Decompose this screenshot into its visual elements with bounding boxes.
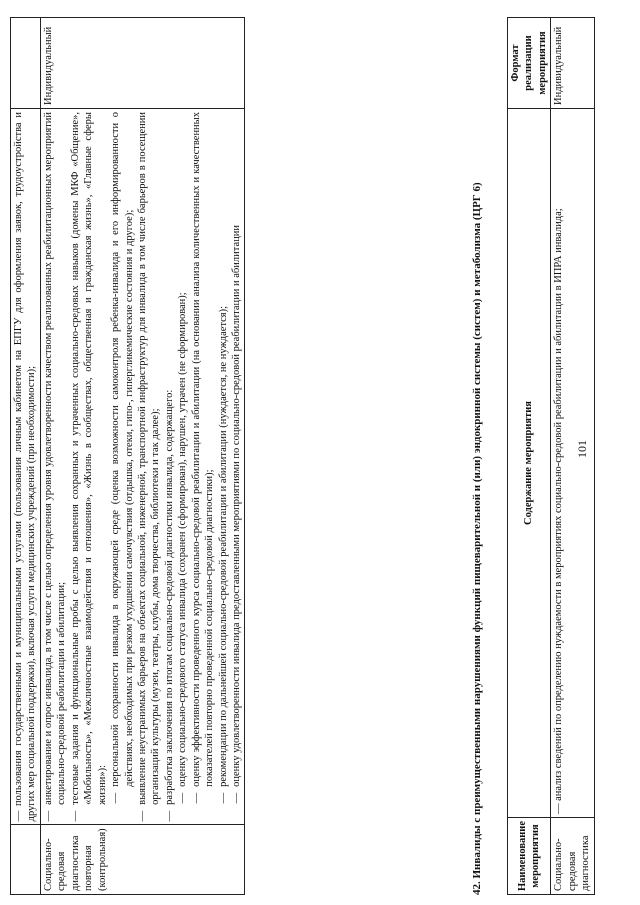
list-item-text: тестовые задания и функциональные пробы с целью выявления сохранных и утраченных социально-средовых навыков (домены МКФ «Общение», «Мобильность», «Межличностные взаимодействия и отношения», «Жизнь в сообществах, общественная и гражданская жизнь», «Главные сферы жизни»): bbox=[69, 112, 108, 805]
continued-text-cell bbox=[11, 109, 41, 825]
activity-content-cell bbox=[40, 109, 245, 825]
dash-marker: — bbox=[42, 810, 54, 822]
dash-marker: — bbox=[110, 792, 122, 804]
header-format: Формат реализации мероприятия bbox=[508, 18, 551, 109]
list-item bbox=[230, 112, 243, 803]
header-name: Наименование мероприятия bbox=[508, 818, 551, 895]
activity-format-cell: Индивидуальный bbox=[40, 18, 245, 109]
list-item-text: персональной сохранности инвалида в окружающей среде (оценка возможности самоконтроля ребенка-инвалида и его информированности о действиях, необходимых при резком ухудшении самочувствия (отдышка, отеки, гипо-, гипергликемические состояния и другое); bbox=[110, 112, 135, 787]
page-number: 101 bbox=[575, 440, 589, 458]
list-item-text: анкетирование и опрос инвалида, в том числе с целью определения уровня удовлетворенности качеством реализованных реабилитационных мероприятий социально-средовой реабилитации и абилитации; bbox=[42, 112, 68, 805]
dash-marker: — bbox=[69, 810, 81, 822]
table-row bbox=[11, 18, 41, 895]
list-item bbox=[163, 112, 176, 821]
continued-item: — пользования государственными и муниципальными услугами (пользования личным кабинетом на ЕПГУ для оформления заявок, трудоустройства и других мер социальной поддержки), включая услуги медицинских учреждений (при необходимости); bbox=[13, 112, 38, 822]
header-row bbox=[508, 18, 551, 895]
activity-format-cell: Индивидуальный bbox=[551, 18, 594, 109]
list-item bbox=[42, 112, 69, 821]
list-item-text: разработка заключения по итогам социально-средовой диагностики инвалида, содержащего: bbox=[163, 389, 175, 805]
list-item bbox=[217, 112, 230, 803]
list-item-text: оценку социально-средового статуса инвалида (сохранен (сформирован), нарушен, утрачен (не сформирован); bbox=[177, 292, 189, 787]
dash-marker: — bbox=[177, 792, 189, 804]
dash-marker: — bbox=[190, 792, 202, 804]
activity-content-cell: — анализ сведений по определению нуждаемости в мероприятиях социально-средовой реабилитации и абилитации в ИПРА инвалида; bbox=[551, 109, 594, 818]
activities-table-continued bbox=[10, 17, 245, 895]
list-item bbox=[136, 112, 163, 821]
dash-marker: — bbox=[163, 810, 175, 822]
dash-marker: — bbox=[136, 810, 148, 822]
dash-marker: — bbox=[217, 792, 229, 804]
list-item bbox=[190, 112, 217, 803]
section-heading: 42. Инвалиды с преимущественными нарушениями функций пищеварительной и (или) эндокринной системы (систем) и метаболизма (ЦРГ 6) bbox=[471, 182, 483, 895]
activity-name-cell: Социально-средовая диагностика bbox=[551, 818, 594, 895]
dash-marker: — bbox=[231, 792, 242, 804]
list-item-text: оценку удовлетворенности инвалида предоставленными мероприятиями по социально-средовой реабилитации и абилитации bbox=[231, 225, 242, 787]
list-item-text: выявление неустранимых барьеров на объектах социальной, инженерной, транспортной инфраструктур для инвалида в том числе барьеров в посещении организаций культуры (музеи, театры, клубы, дома творчества, библиотеки и так далее); bbox=[136, 112, 162, 805]
activity-name-cell: Социально-средовая диагностика повторная (контрольная) bbox=[40, 825, 245, 895]
list-item bbox=[69, 112, 109, 821]
content-list bbox=[42, 112, 244, 821]
empty-cell bbox=[11, 18, 41, 109]
header-content: Содержание мероприятия bbox=[508, 109, 551, 818]
list-item bbox=[176, 112, 189, 803]
list-item bbox=[109, 112, 136, 803]
list-item-text: рекомендации по дальнейшей социально-средовой реабилитации и абилитации (нуждается, не нуждается); bbox=[217, 305, 229, 787]
table-row bbox=[40, 18, 245, 895]
list-item-text: оценку эффективности проведенного курса социально-средовой реабилитации и абилитации (на основании анализа количественных и качественных показателей повторно проведенной социально-средовой диагностики); bbox=[190, 112, 216, 787]
empty-cell bbox=[11, 825, 41, 895]
